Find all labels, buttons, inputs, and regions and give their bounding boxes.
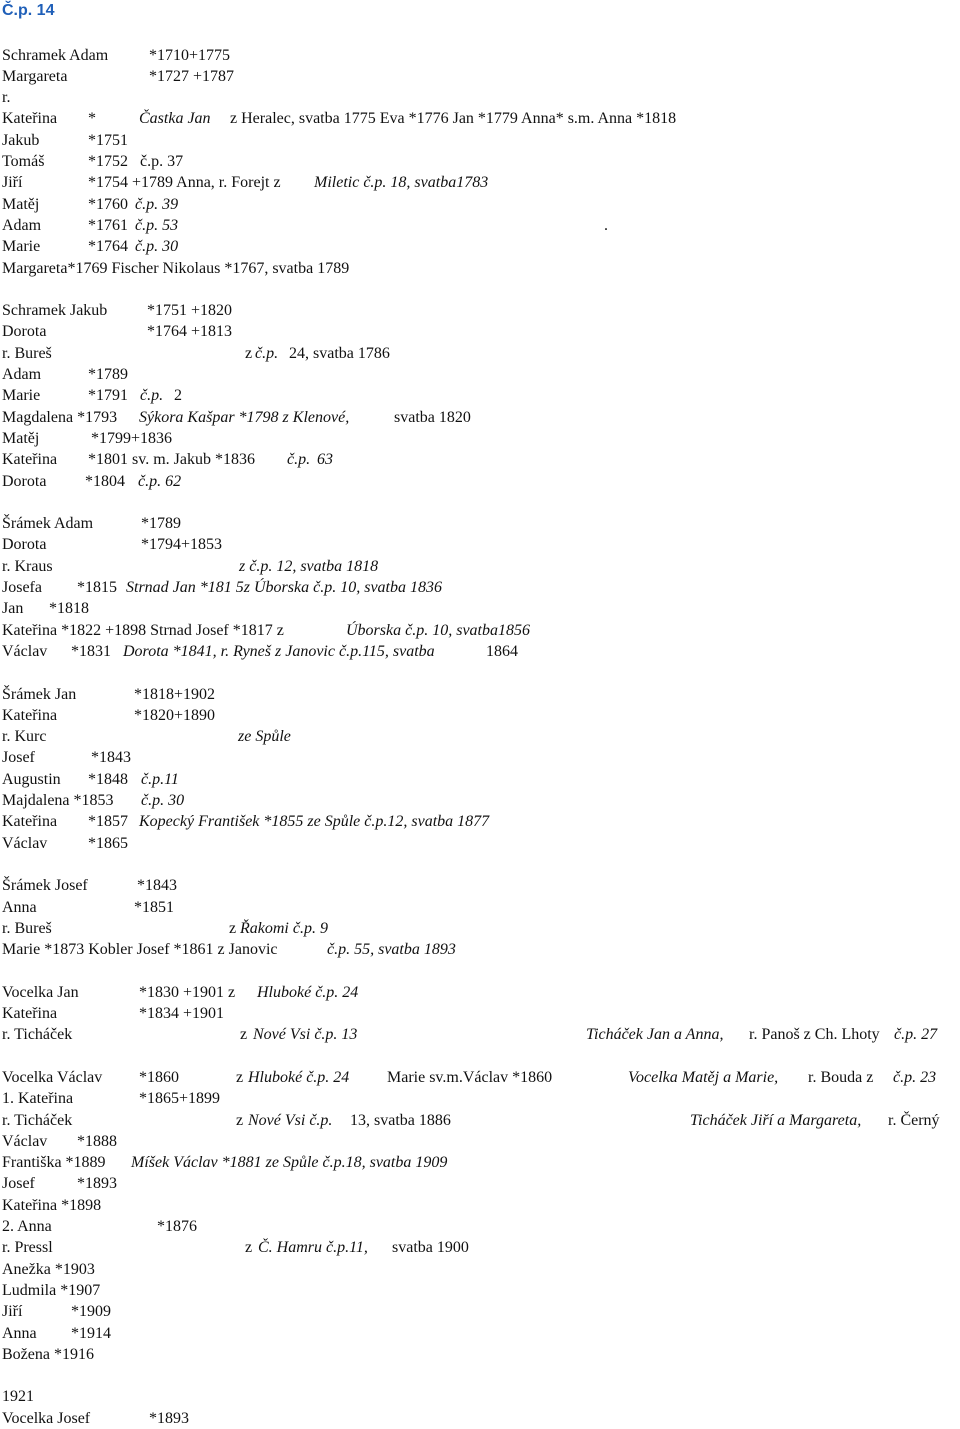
record-text: Kateřina <box>2 813 58 831</box>
record-text: Tomáš <box>2 153 45 170</box>
record-line <box>2 1088 958 1109</box>
record-text: Josefa <box>2 579 42 596</box>
record-text: *1848 <box>88 770 128 788</box>
record-line <box>2 449 958 470</box>
record-line <box>2 1195 958 1216</box>
record-text: *1761 <box>88 216 128 234</box>
record-text: *1893 <box>149 1409 189 1427</box>
record-text: Jan <box>2 600 24 618</box>
record-text: *1830 +1901 z <box>139 983 236 1001</box>
record-text: *1818+1902 <box>134 685 216 703</box>
record-text: z <box>236 1111 244 1129</box>
record-text: Šrámek Josef <box>2 877 88 895</box>
record-text: Sýkora Kašpar *1798 z Klenové, <box>139 408 350 426</box>
record-line <box>2 1386 958 1407</box>
record-text: Vocelka Matěj a Marie, <box>628 1068 779 1086</box>
record-line <box>2 513 958 534</box>
record-line <box>2 1280 958 1301</box>
record-text: *1794+1853 <box>141 536 223 554</box>
record-text: *1843 <box>91 749 131 767</box>
record-text: Hluboké č.p. 24 <box>257 983 359 1001</box>
record-text: č.p. 30 <box>141 792 185 809</box>
record-text: č.p. <box>287 451 311 469</box>
record-text: 2 <box>174 387 182 405</box>
record-text: *1752 <box>88 153 128 170</box>
record-text: Dorota *1841, r. Ryneš z Janovic č.p.115, svatba <box>123 642 435 660</box>
record-text: Dorota <box>2 323 47 341</box>
record-text: z č.p. 12, svatba 1818 <box>239 557 379 575</box>
record-line <box>2 45 958 66</box>
record-line <box>2 598 958 619</box>
record-text: Kateřina <box>2 706 58 724</box>
record-line <box>2 1024 958 1045</box>
record-text: Kateřina *1822 +1898 Strnad Josef *1817 z <box>2 621 284 639</box>
record-text: *1764 <box>88 238 128 256</box>
record-line <box>2 1003 958 1024</box>
record-text: Kateřina *1898 <box>2 1196 102 1214</box>
record-text: *1893 <box>77 1175 117 1193</box>
record-text: Josef <box>2 749 35 767</box>
record-text: Marie *1873 Kobler Josef *1861 z Janovic <box>2 941 278 959</box>
record-text: č.p. 55, svatba 1893 <box>327 941 456 959</box>
record-text: Marie <box>2 238 41 256</box>
record-text: Dorota <box>2 472 47 490</box>
record-text: z Heralec, svatba 1775 Eva *1776 Jan *1779 Anna* s.m. Anna *1818 <box>230 110 677 128</box>
record-text: *1815 <box>77 579 117 596</box>
record-text: Hluboké č.p. 24 <box>248 1068 350 1086</box>
record-text: Adam <box>2 216 42 234</box>
record-text: č.p. 62 <box>138 472 182 490</box>
record-text: 1. Kateřina <box>2 1090 74 1108</box>
record-text: Úborska č.p. 10, svatba1856 <box>346 621 530 639</box>
record-text: č.p. 27 <box>894 1026 938 1044</box>
record-text: svatba 1820 <box>394 408 471 426</box>
record-text: 1921 <box>2 1388 34 1406</box>
record-text: Schramek Adam <box>2 46 109 64</box>
record-line <box>2 577 958 598</box>
record-text: č.p. 53 <box>135 216 179 234</box>
record-line <box>2 918 958 939</box>
record-text: Ludmila *1907 <box>2 1281 101 1299</box>
record-text: r. Černý <box>888 1111 940 1129</box>
record-text: č.p. 39 <box>135 195 179 213</box>
record-text: *1834 +1901 <box>139 1005 225 1022</box>
record-text: *1760 <box>88 195 128 213</box>
record-text: *1751 +1820 <box>147 302 233 320</box>
record-text: č.p. 30 <box>135 238 179 256</box>
record-text: Kateřina <box>2 110 58 128</box>
record-text: č.p. 23 <box>893 1068 937 1086</box>
record-text: z <box>236 1068 244 1086</box>
record-text: z <box>245 344 253 362</box>
record-text: Ticháček Jan a Anna, <box>586 1026 724 1044</box>
record-line <box>2 1323 958 1344</box>
record-line <box>2 1067 958 1088</box>
record-text: *1764 +1813 <box>147 323 233 341</box>
record-line <box>2 1344 958 1365</box>
record-line <box>2 364 958 385</box>
record-text: *1843 <box>137 877 177 895</box>
record-text: 2. Anna <box>2 1218 52 1235</box>
record-text: Anna <box>2 898 37 916</box>
record-text: Dorota <box>2 536 47 554</box>
record-text: Nové Vsi č.p. 13 <box>253 1026 358 1044</box>
record-text: Václav <box>2 1132 48 1150</box>
record-line <box>2 1408 958 1429</box>
record-line <box>2 321 958 342</box>
record-text: Vocelka Václav <box>2 1068 103 1086</box>
record-text: Františka *1889 <box>2 1154 106 1172</box>
record-text: *1789 <box>88 366 128 383</box>
record-line <box>2 1131 958 1152</box>
record-text: *1820+1890 <box>134 706 216 724</box>
record-line <box>2 769 958 790</box>
record-line <box>2 407 958 428</box>
record-line <box>2 875 958 896</box>
record-text: Míšek Václav *1881 ze Spůle č.p.18, svatba 1909 <box>131 1154 448 1172</box>
record-text: Magdalena *1793 <box>2 408 118 426</box>
record-text: č.p. <box>255 344 279 362</box>
record-text: *1801 sv. m. Jakub *1836 <box>88 451 255 469</box>
record-text: r. Kraus <box>2 557 53 575</box>
record-line <box>2 385 958 406</box>
record-line <box>2 1152 958 1173</box>
record-line <box>2 108 958 129</box>
record-line <box>2 471 958 492</box>
record-text: Margareta <box>2 67 68 85</box>
record-text: Adam <box>2 366 42 383</box>
record-text: 24, svatba 1786 <box>289 344 390 362</box>
record-text: r. <box>2 89 11 107</box>
record-text: Kateřina <box>2 451 58 469</box>
record-text: *1865 <box>88 834 128 852</box>
record-text: Matěj <box>2 195 40 213</box>
record-text: Marie <box>2 387 41 405</box>
record-text: r. Bureš <box>2 919 52 937</box>
record-line <box>2 66 958 87</box>
record-text: Majdalena *1853 <box>2 792 114 809</box>
page-title: Č.p. 14 <box>2 2 55 19</box>
record-text: r. Panoš z Ch. Lhoty <box>749 1026 880 1044</box>
record-text: Augustin <box>2 770 61 788</box>
record-line <box>2 684 958 705</box>
record-text: *1831 <box>71 642 111 660</box>
record-line <box>2 811 958 832</box>
record-text: 1864 <box>486 642 518 660</box>
record-text: Kopecký František *1855 ze Spůle č.p.12, svatba 1877 <box>139 813 490 831</box>
record-line <box>2 1216 958 1237</box>
record-text: 63 <box>317 451 333 469</box>
record-text: Matěj <box>2 429 40 447</box>
record-text: Jiří <box>2 1303 23 1321</box>
record-text: Č. Hamru č.p.11, <box>258 1239 368 1257</box>
record-text: Strnad Jan *181 5z Úborska č.p. 10, svatba 1836 <box>126 579 442 596</box>
record-line <box>2 300 958 321</box>
record-text: *1727 +1787 <box>149 67 235 85</box>
record-line <box>2 939 958 960</box>
record-text: r. Pressl <box>2 1239 53 1257</box>
record-text: č.p.11 <box>141 770 179 788</box>
record-text: Nové Vsi č.p. <box>248 1111 333 1129</box>
record-text: 13, svatba 1886 <box>350 1111 451 1129</box>
record-text: Častka Jan <box>139 110 211 128</box>
record-text: Josef <box>2 1175 35 1193</box>
record-line <box>2 790 958 811</box>
record-line <box>2 1110 958 1131</box>
record-line <box>2 726 958 747</box>
record-text: *1860 <box>139 1068 179 1086</box>
record-text: *1804 <box>85 472 125 490</box>
record-line <box>2 87 958 108</box>
record-text: Margareta*1769 Fischer Nikolaus *1767, svatba 1789 <box>2 259 350 277</box>
record-line <box>2 151 958 172</box>
record-text: *1710+1775 <box>149 46 231 64</box>
record-text: Miletic č.p. 18, svatba1783 <box>314 174 489 192</box>
record-text: *1876 <box>157 1218 197 1235</box>
record-line <box>2 1173 958 1194</box>
record-text: Václav <box>2 642 48 660</box>
record-text: * <box>88 110 96 128</box>
record-text: Jakub <box>2 131 40 149</box>
record-text: . <box>604 216 608 234</box>
record-line <box>2 833 958 854</box>
record-text: Šrámek Adam <box>2 515 94 533</box>
record-text: svatba 1900 <box>392 1239 469 1257</box>
record-text: č.p. <box>140 387 164 405</box>
record-text: *1865+1899 <box>139 1090 221 1108</box>
record-line <box>2 705 958 726</box>
record-text: Anežka *1903 <box>2 1260 95 1278</box>
record-line <box>2 130 958 151</box>
record-text: *1914 <box>71 1324 111 1342</box>
record-text: r. Bureš <box>2 344 52 362</box>
record-line <box>2 556 958 577</box>
record-text: *1851 <box>134 898 174 916</box>
record-text: Vocelka Jan <box>2 983 79 1001</box>
record-text: r. Kurc <box>2 728 47 746</box>
record-text: *1754 +1789 Anna, r. Forejt z <box>88 174 281 192</box>
record-text: Schramek Jakub <box>2 302 108 320</box>
record-line <box>2 982 958 1003</box>
record-line <box>2 1301 958 1322</box>
record-line <box>2 897 958 918</box>
record-line <box>2 620 958 641</box>
record-text: *1789 <box>141 515 181 533</box>
record-text: Šrámek Jan <box>2 685 77 703</box>
record-line <box>2 194 958 215</box>
record-text: *1857 <box>88 813 128 831</box>
record-text: *1799+1836 <box>91 429 173 447</box>
record-text: *1818 <box>49 600 89 618</box>
record-text: *1909 <box>71 1303 111 1321</box>
record-text: Marie sv.m.Václav *1860 <box>387 1068 553 1086</box>
record-line <box>2 258 958 279</box>
record-text: Jiří <box>2 174 23 192</box>
record-text: z <box>245 1239 253 1257</box>
record-line <box>2 172 958 193</box>
record-line <box>2 747 958 768</box>
record-line <box>2 215 958 236</box>
record-text: č.p. 37 <box>140 153 184 170</box>
record-text: Václav <box>2 834 48 852</box>
record-text: z <box>229 919 237 937</box>
record-line <box>2 1237 958 1258</box>
record-text: z <box>240 1026 248 1044</box>
record-line <box>2 534 958 555</box>
record-text: r. Ticháček <box>2 1026 73 1044</box>
record-line <box>2 1259 958 1280</box>
record-text: *1888 <box>77 1132 117 1150</box>
record-text: *1751 <box>88 131 128 149</box>
record-line <box>2 343 958 364</box>
record-text: Anna <box>2 1324 37 1342</box>
record-line <box>2 236 958 257</box>
record-text: Vocelka Josef <box>2 1409 91 1427</box>
record-text: r. Ticháček <box>2 1111 73 1129</box>
record-text: Ticháček Jiří a Margareta, <box>690 1111 862 1129</box>
record-text: ze Spůle <box>238 728 291 746</box>
record-text: *1791 <box>88 387 128 405</box>
record-text: r. Bouda z <box>808 1068 874 1086</box>
record-text: Řakomi č.p. 9 <box>240 919 328 937</box>
record-text: Božena *1916 <box>2 1345 94 1363</box>
record-text: Kateřina <box>2 1005 58 1022</box>
record-line <box>2 641 958 662</box>
record-line <box>2 428 958 449</box>
